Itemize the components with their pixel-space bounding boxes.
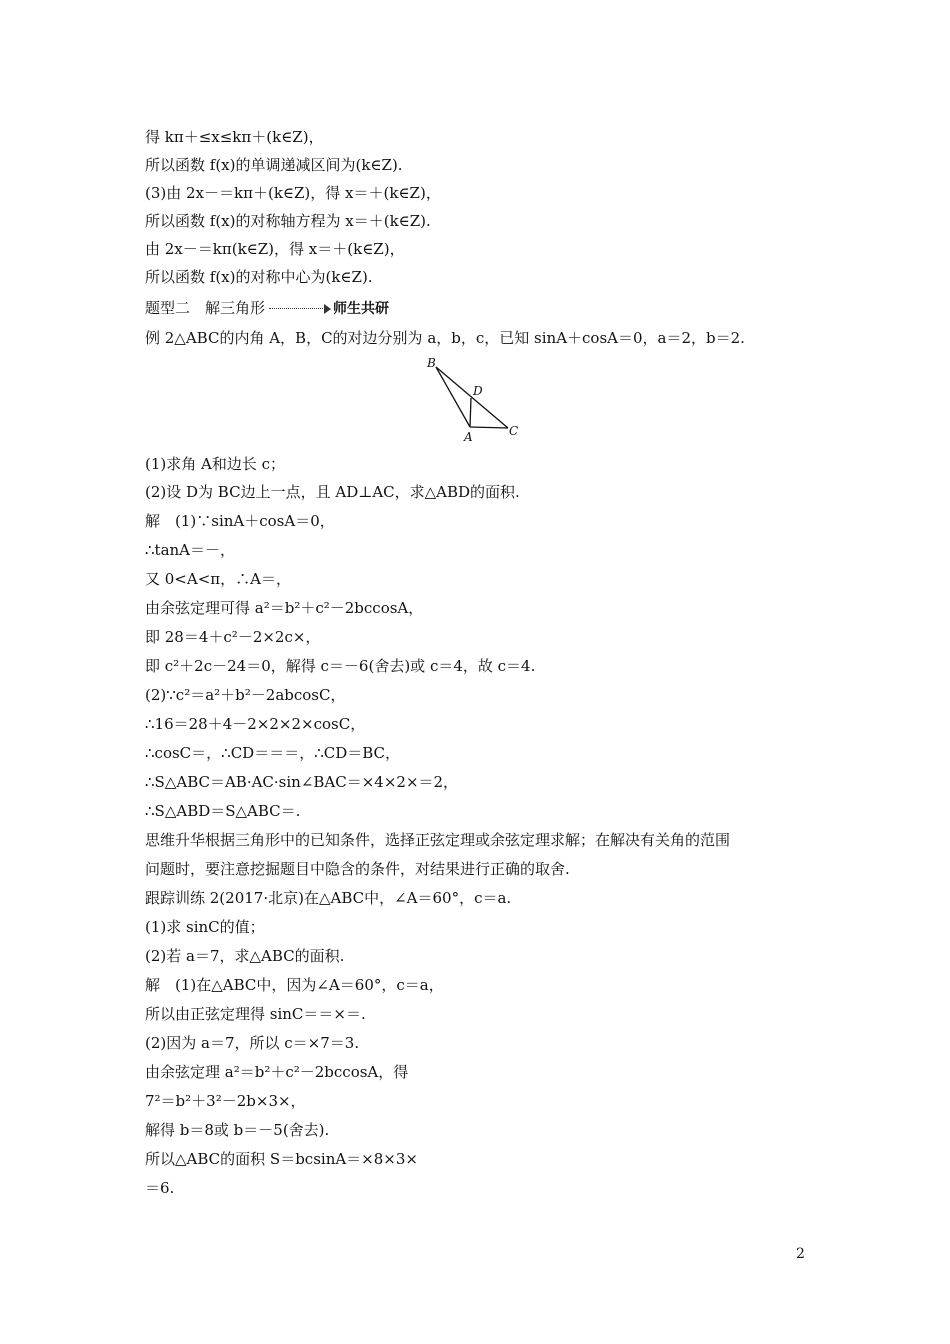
text-line: 又 0<A<π，∴A＝， <box>145 570 291 588</box>
edge-ba <box>436 367 470 427</box>
section-title: 题型二 解三角形 <box>145 299 266 317</box>
text-line: 问题时，要注意挖掘题目中隐含的条件，对结果进行正确的取舍. <box>145 860 570 878</box>
text-line: ∴cosC＝，∴CD＝＝＝，∴CD＝BC， <box>145 744 401 762</box>
text-line: (2)若 a＝7，求△ABC的面积. <box>145 947 345 965</box>
text-line: 由余弦定理 a²＝b²＋c²－2bccosA，得 <box>145 1063 409 1081</box>
text-line: 由 2x－＝kπ(k∈Z)，得 x＝＋(k∈Z)， <box>145 240 405 258</box>
text-line: 解 (1)∵sinA＋cosA＝0， <box>145 512 335 530</box>
text-line: 所以△ABC的面积 S＝bcsinA＝×8×3× <box>145 1150 418 1168</box>
text-line: (2)∵c²＝a²＋b²－2abcosC， <box>145 686 346 704</box>
text-line: ∴tanA＝－， <box>145 541 236 559</box>
example-statement: 例 2△ABC的内角 A，B，C的对边分别为 a，b，c，已知 sinA＋cosA＝0，a＝2，b＝2. <box>145 329 745 347</box>
text-line: 即 c²＋2c－24＝0，解得 c＝－6(舍去)或 c＝4，故 c＝4. <box>145 657 536 675</box>
text-line: 由余弦定理可得 a²＝b²＋c²－2bccosA， <box>145 599 424 617</box>
segment-ad <box>470 398 471 427</box>
text-line: 所以由正弦定理得 sinC＝＝×＝. <box>145 1005 366 1023</box>
text-line: 所以函数 f(x)的对称中心为(k∈Z). <box>145 268 373 286</box>
text-line: (1)求 sinC的值； <box>145 918 265 936</box>
label-d: D <box>473 384 483 398</box>
label-b: B <box>427 356 436 370</box>
section-tag: 师生共研 <box>333 301 390 317</box>
triangle-figure <box>424 355 534 445</box>
section-heading <box>145 298 389 319</box>
text-line: 解 (1)在△ABC中，因为∠A＝60°，c＝a， <box>145 976 444 994</box>
text-line: 即 28＝4＋c²－2×2c×， <box>145 628 321 646</box>
page-number: 2 <box>796 1246 805 1262</box>
text-line: ＝6. <box>145 1179 175 1197</box>
edge-bc <box>436 367 508 428</box>
text-line: ∴S△ABC＝AB·AC·sin∠BAC＝×4×2×＝2， <box>145 773 459 791</box>
edge-ac <box>470 427 508 428</box>
label-c: C <box>509 424 519 438</box>
text-line: 所以函数 f(x)的单调递减区间为(k∈Z). <box>145 156 403 174</box>
text-line: 思维升华根据三角形中的已知条件，选择正弦定理或余弦定理求解；在解决有关角的范围 <box>145 831 731 849</box>
text-line: 所以函数 f(x)的对称轴方程为 x＝＋(k∈Z). <box>145 212 431 230</box>
text-line: 跟踪训练 2(2017·北京)在△ABC中，∠A＝60°，c＝a. <box>145 889 512 907</box>
text-line: (2)因为 a＝7，所以 c＝×7＝3. <box>145 1034 360 1052</box>
text-line: 7²＝b²＋3²－2b×3×， <box>145 1092 306 1110</box>
text-line: ∴S△ABD＝S△ABC＝. <box>145 802 301 820</box>
text-line: (2)设 D为 BC边上一点，且 AD⊥AC，求△ABD的面积. <box>145 483 520 501</box>
label-a: A <box>464 430 473 444</box>
text-line: 得 kπ＋≤x≤kπ＋(k∈Z)， <box>145 128 324 146</box>
text-line: ∴16＝28＋4－2×2×2×cosC， <box>145 715 366 733</box>
text-line: 解得 b＝8或 b＝－5(舍去). <box>145 1121 330 1139</box>
arrow-icon <box>269 304 331 314</box>
text-line: (1)求角 A和边长 c； <box>145 455 286 473</box>
text-line: (3)由 2x－＝kπ＋(k∈Z)，得 x＝＋(k∈Z)， <box>145 184 441 202</box>
